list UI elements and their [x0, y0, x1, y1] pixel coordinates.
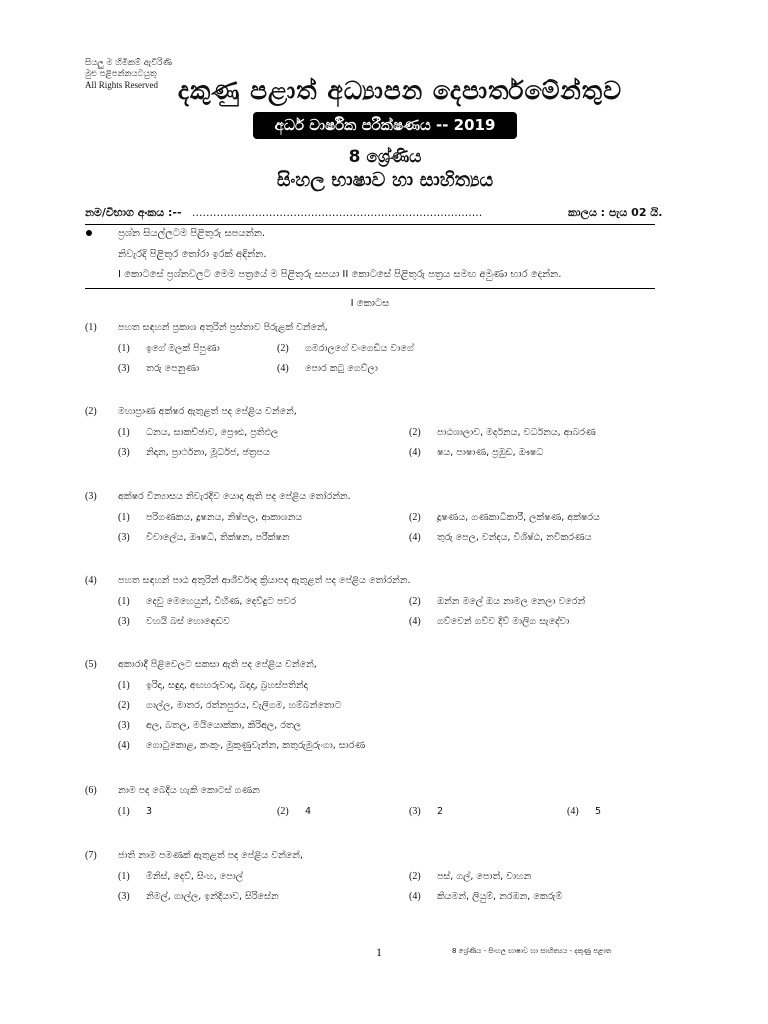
option-text: 2 [437, 806, 444, 817]
option-number: (3) [118, 616, 130, 627]
option-number: (4) [409, 616, 421, 627]
subject-title: සිංහල භාෂාව හා සාහිත්‍යය [276, 169, 494, 191]
question-text: පහත සඳහන් පාඨ අතුරින් ආශීර්වාද ක්‍රියාපද ඇතුළත් පද පේළිය තෝරන්න. [118, 575, 411, 586]
answer-option[interactable] [118, 806, 152, 817]
option-number: (3) [118, 532, 130, 543]
option-text: 3 [146, 806, 153, 817]
answer-option[interactable] [409, 616, 569, 627]
option-number: (4) [409, 447, 421, 458]
bullet-icon [86, 230, 92, 236]
option-number: (3) [118, 720, 130, 731]
option-text: ෂය, පාෂාණ, ප්‍රඹුඩ, ඖෂධ [437, 447, 544, 458]
option-text: පාඨශාලාව, මර්දනය, වර්ධනය, ආබරණ [437, 427, 596, 438]
copyright-line-3: All Rights Reserved [85, 80, 158, 90]
part-title: I කොටස [350, 298, 390, 309]
option-number: (1) [118, 343, 130, 354]
option-number: (1) [118, 512, 130, 523]
option-text: පස්, ගල්, පොත්, වාහන [437, 871, 532, 882]
option-text: තරු පෙනුණා [146, 363, 200, 374]
answer-option[interactable] [118, 343, 220, 354]
answer-option[interactable] [118, 596, 296, 607]
name-index-label: නම/විභාග අංකය :-- [85, 206, 182, 219]
question-number: (5) [85, 659, 97, 670]
option-text: ගමරාලගේ වංගෙඩිය වාගේ [305, 343, 414, 354]
answer-option[interactable] [118, 363, 199, 374]
option-number: (2) [409, 512, 421, 523]
option-text: විවාලේය, ඖෂධි, තික්ෂන, පරීක්ෂන [146, 532, 290, 543]
option-number: (2) [409, 427, 421, 438]
option-number: (1) [118, 680, 130, 691]
option-text: ඉරිදා, සඳුදා, අඟහරුවාදා, බදාදා, බ්‍රහස්පතින්දා [146, 680, 308, 691]
option-text: අල, බතල, මයියොක්කා, කිරිඅල, රතල [146, 720, 301, 731]
option-text: ඔන්න මලේ ඔය නාමල නෙලා වරෙන් [437, 596, 586, 607]
question-number: (3) [85, 491, 97, 502]
question-number: (2) [85, 406, 97, 417]
answer-option[interactable] [118, 532, 290, 543]
option-text: තුරු පෙල, වන්දය, විශිෂ්ඨ, නවීකරණය [437, 532, 592, 543]
option-text: වහයි බස් හොඳොඬව [146, 616, 230, 627]
answer-option[interactable] [118, 447, 270, 458]
answer-option[interactable] [567, 806, 601, 817]
question-number: (7) [85, 850, 97, 861]
option-text: ගාල්ල, මාතර, රත්නපුරය, වැලිගම, හම්බන්තොට [146, 700, 342, 711]
option-text: පරිගණකය, දූෂනය, නිෂ්පල, ආකාශනය [146, 512, 303, 523]
option-text: මිනිස්, දෙව්, සිංහ, පොල් [146, 871, 244, 882]
name-index-field: ................................................................................... [192, 206, 483, 219]
option-number: (3) [118, 447, 130, 458]
option-text: දූෂණය, ගණකාධිකාරී, ලක්ෂණ, අක්ෂරය [437, 512, 600, 523]
answer-option[interactable] [409, 532, 592, 543]
option-text: ගව්වෙන් ගව්ව දිව් මාලිග සැදේවා [437, 616, 570, 627]
instruction-3: I කොටසේ ප්‍රශ්නවලට මෙම පත්‍රයේ ම පිළිතුරු සපයා II කොටසේ පිළිතුරු පත්‍රය සමඟ අමුණා භාර දෙන්න. [118, 269, 562, 280]
option-number: (1) [118, 806, 130, 817]
question-text: මහාප්‍රාණ අක්ෂර ඇතුළත් පද පේළිය වන්නේ, [118, 406, 297, 417]
option-text: 4 [305, 806, 312, 817]
option-number: (3) [409, 806, 421, 817]
option-text: ගොටුකොළ, කංකුං, මුකුණුවැන්න, කතුරුමුරුංගා, සාරණ [146, 740, 366, 751]
answer-option[interactable] [118, 871, 243, 882]
answer-option[interactable] [118, 616, 230, 627]
answer-option[interactable] [409, 427, 596, 438]
answer-option[interactable] [277, 806, 311, 817]
copyright-line-1: සියලු ම හිමිකම් ඇවිරිණි [85, 58, 172, 68]
divider-top [85, 224, 655, 225]
option-number: (4) [409, 891, 421, 902]
divider-bottom [85, 288, 655, 289]
option-number: (1) [118, 871, 130, 882]
answer-option[interactable] [118, 891, 279, 902]
question-text: නාම පද බෙදිය හැකි කොටස් ගණන [118, 785, 260, 796]
answer-option[interactable] [409, 871, 531, 882]
department-title: දකුණු පළාත් අධ්‍යාපන දෙපාර්තමේන්තුව [177, 76, 623, 105]
answer-option[interactable] [277, 363, 378, 374]
instruction-1: ප්‍රශ්න සියල්ලටම පිළිතුරු සපයන්න. [118, 228, 266, 239]
answer-option[interactable] [409, 891, 562, 902]
answer-option[interactable] [118, 680, 308, 691]
answer-option[interactable] [409, 596, 585, 607]
option-text: ධනය, සාකච්ඡාව, ප්‍රෞඪ, ප්‍රතිඵල [146, 427, 279, 438]
answer-option[interactable] [118, 720, 301, 731]
answer-option[interactable] [118, 700, 341, 711]
option-number: (3) [118, 363, 130, 374]
page-number: 1 [376, 945, 382, 959]
answer-option[interactable] [409, 512, 600, 523]
question-text: පහත සඳහන් ප්‍රකාශ අතුරින් ප්‍රස්තාව පිරුළක් වන්නේ, [118, 322, 328, 333]
answer-option[interactable] [118, 740, 365, 751]
answer-option[interactable] [409, 806, 443, 817]
answer-option[interactable] [409, 447, 543, 458]
answer-option[interactable] [118, 512, 302, 523]
option-number: (3) [118, 891, 130, 902]
option-text: 5 [595, 806, 602, 817]
answer-option[interactable] [118, 427, 278, 438]
question-number: (6) [85, 785, 97, 796]
footer-label: 8 ශ්‍රේණිය - සිංහල භාෂාව හා සාහිත්‍යය - දකුණු පළාත [452, 947, 612, 955]
option-text: පොර කටු ගෙව්ලා [305, 363, 378, 374]
option-number: (2) [409, 596, 421, 607]
option-text: ඉගේ මලක් පිපුණා [146, 343, 220, 354]
option-number: (2) [277, 806, 289, 817]
option-number: (4) [277, 363, 289, 374]
option-number: (4) [409, 532, 421, 543]
question-text: අක්ෂර වින්‍යාසය නිවැරදිව යොදා ඇති පද පේළිය තෝරන්න. [118, 491, 351, 502]
option-text: කියමන්, ලියුම්, නරඹන, කෙරුම් [437, 891, 563, 902]
option-text: නිමල්, ගාල්ල, ඉන්දියාව, සිරිසේන [146, 891, 279, 902]
question-number: (1) [85, 322, 97, 333]
instruction-2: නිවැරදි පිළිතුර තෝරා ඉරක් අඳින්න. [118, 249, 267, 260]
exam-title-banner: අර්ධ වාර්ෂික පරීක්ෂණය -- 2019 [253, 112, 517, 139]
option-text: නිදාන, ප්‍රාර්ථනා, මූර්ධජ, ඡත්‍රපය [146, 447, 270, 458]
question-text: අකාරාදී පිළිවෙලට සකසා ඇති පද පේළිය වන්නේ, [118, 659, 317, 670]
answer-option[interactable] [277, 343, 414, 354]
time-allowed: කාලය : පැය 02 යි. [568, 206, 663, 219]
question-number: (4) [85, 575, 97, 586]
option-number: (2) [118, 700, 130, 711]
option-number: (4) [118, 740, 130, 751]
question-text: ජාති නාම පමණක් ඇතුළත් පද පේළිය වන්නේ, [118, 850, 304, 861]
option-number: (4) [567, 806, 579, 817]
option-number: (1) [118, 596, 130, 607]
option-number: (2) [277, 343, 289, 354]
option-text: දෙවු මෙහෙයුන්, විහිණ, දෙව්දුට පවර [146, 596, 296, 607]
copyright-line-2: මුළු පළිපන්නයටයුතු [85, 69, 157, 79]
option-number: (2) [409, 871, 421, 882]
grade-title: 8 ශ්‍රේණිය [348, 147, 422, 167]
option-number: (1) [118, 427, 130, 438]
